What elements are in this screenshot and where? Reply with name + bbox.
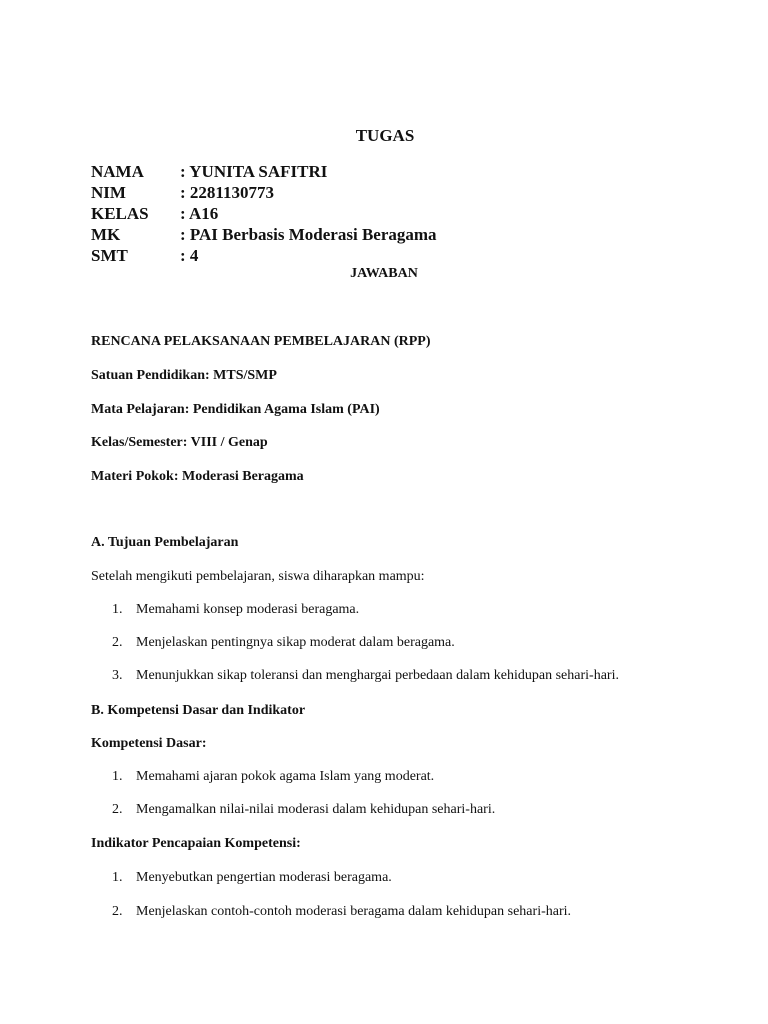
list-item: Menyebutkan pengertian moderasi beragama. xyxy=(136,870,392,885)
list-number: 2. xyxy=(112,802,123,817)
info-row-smt xyxy=(91,245,437,266)
list-number: 1. xyxy=(112,602,123,617)
kd-heading: Kompetensi Dasar: xyxy=(91,736,207,751)
student-info xyxy=(91,161,437,266)
info-value: : A16 xyxy=(180,204,219,223)
rpp-kelas: Kelas/Semester: VIII / Genap xyxy=(91,435,268,450)
list-number: 1. xyxy=(112,870,123,885)
rpp-mapel: Mata Pelajaran: Pendidikan Agama Islam (PAI) xyxy=(91,402,380,417)
info-value: : 4 xyxy=(180,246,199,265)
list-number: 2. xyxy=(112,904,123,919)
info-row-nim xyxy=(91,182,437,203)
info-value: : 2281130773 xyxy=(180,183,274,202)
section-a-heading: A. Tujuan Pembelajaran xyxy=(91,535,239,550)
info-row-kelas xyxy=(91,203,437,224)
list-number: 1. xyxy=(112,769,123,784)
document-title: TUGAS xyxy=(355,126,415,145)
info-key: NAMA xyxy=(91,162,144,181)
info-row-mk xyxy=(91,224,437,245)
info-key: NIM xyxy=(91,183,126,202)
rpp-materi: Materi Pokok: Moderasi Beragama xyxy=(91,469,304,484)
info-row-nama xyxy=(91,161,437,182)
list-item: Menunjukkan sikap toleransi dan menghargai perbedaan dalam kehidupan sehari-hari. xyxy=(136,668,619,683)
list-number: 3. xyxy=(112,668,123,683)
jawaban-heading: JAWABAN xyxy=(350,266,418,281)
list-item: Menjelaskan pentingnya sikap moderat dalam beragama. xyxy=(136,635,455,650)
rpp-satuan: Satuan Pendidikan: MTS/SMP xyxy=(91,368,277,383)
info-value: : PAI Berbasis Moderasi Beragama xyxy=(180,225,437,244)
info-key: KELAS xyxy=(91,204,149,223)
list-number: 2. xyxy=(112,635,123,650)
list-item: Memahami ajaran pokok agama Islam yang moderat. xyxy=(136,769,435,784)
section-b-heading: B. Kompetensi Dasar dan Indikator xyxy=(91,703,306,718)
section-a-intro: Setelah mengikuti pembelajaran, siswa diharapkan mampu: xyxy=(91,569,425,584)
info-key: SMT xyxy=(91,246,128,265)
list-item: Menjelaskan contoh-contoh moderasi beragama dalam kehidupan sehari-hari. xyxy=(136,904,572,919)
info-value: : YUNITA SAFITRI xyxy=(180,162,328,181)
list-item: Memahami konsep moderasi beragama. xyxy=(136,602,360,617)
info-key: MK xyxy=(91,225,121,244)
indikator-heading: Indikator Pencapaian Kompetensi: xyxy=(91,836,301,851)
list-item: Mengamalkan nilai-nilai moderasi dalam kehidupan sehari-hari. xyxy=(136,802,496,817)
rpp-heading: RENCANA PELAKSANAAN PEMBELAJARAN (RPP) xyxy=(91,334,431,349)
